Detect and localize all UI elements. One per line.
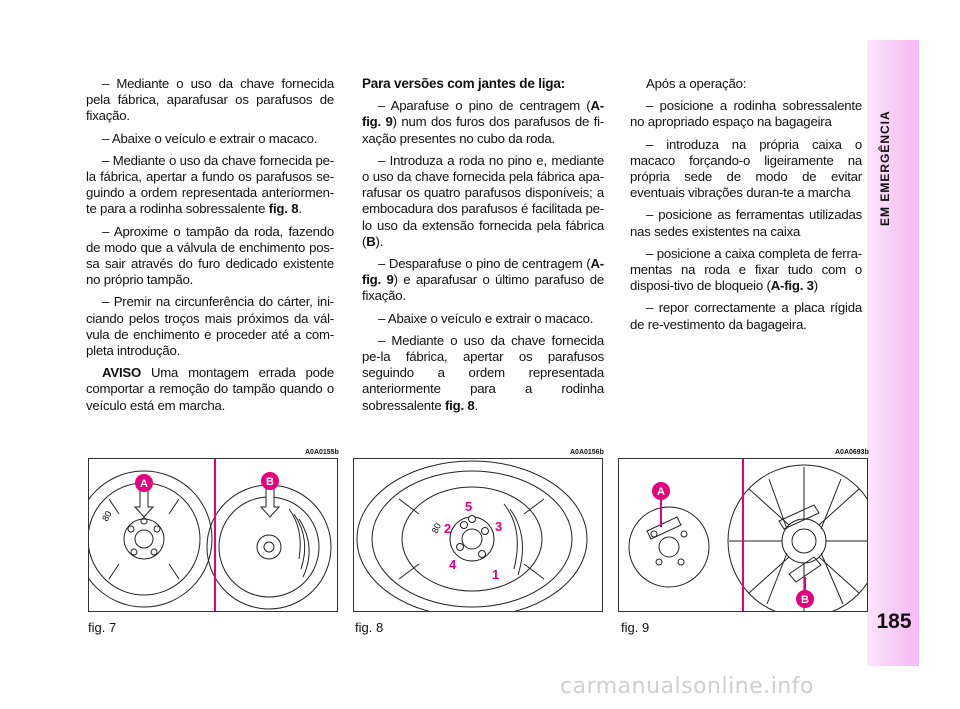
figure-8-illustration [354,459,602,611]
section-title: EM EMERGÊNCIA [878,110,892,226]
figure-caption: fig. 9 [621,620,650,635]
order-number: 2 [444,521,452,536]
paragraph: – Mediante o uso da chave fornecida pela fábrica, aparafusar os parafusos de fixação. [86,76,334,124]
paragraph: – Mediante o uso da chave fornecida pe-la fábrica, apertar os parafusos seguindo a ordem representada anteriormente para a rodinha sobressalente fig. 8. [362,332,604,413]
page-number: 185 [876,610,912,633]
figure-7 [88,458,338,612]
paragraph: – Desparafuse o pino de centragem (A-fig. 9) e aparafusar o último parafuso de fixação. [362,256,604,304]
paragraph: – posicione a rodinha sobressalente no apropriado espaço na bagageira [630,98,862,130]
paragraph: – Aproxime o tampão da roda, fazendo de modo que a válvula de enchimento pos-sa sair através do furo dedicado existente no próprio tampão. [86,223,334,288]
paragraph: – Abaixe o veículo e extrair o macaco. [378,310,594,326]
watermark: carmanualsonline.info [560,674,814,699]
figure-reference: fig. 8 [444,397,475,413]
arrow-icon [261,489,279,517]
figure-reference: A-fig. 9 [362,256,604,288]
figure-code: A0A0156b [570,449,604,456]
order-number: 1 [492,567,500,582]
wheel-text: 80 [429,521,444,535]
callout-b-label: B [801,594,809,606]
figure-caption: fig. 7 [88,620,117,635]
paragraph: – introduza na própria caixa o macaco forçando-o ligeiramente na própria sede de modo de evitar eventuais vibrações duran-te a marcha [630,136,862,201]
text-column-1 [86,76,334,420]
text-column-2 [362,76,604,420]
paragraph: Após a operação: [646,76,747,91]
figure-9 [618,458,868,612]
wheel-text: 80 [100,509,114,523]
section-heading: Para versões com jantes de liga: [362,76,565,91]
warning-label: AVISO [102,365,142,381]
figure-caption: fig. 8 [355,620,384,635]
figure-7-illustration [89,459,337,611]
paragraph: – Abaixe o veículo e extrair o macaco. [102,130,318,146]
order-number: 4 [449,557,457,572]
callout-b-label: B [266,476,274,488]
callout-reference: B [366,233,376,249]
figure-reference: A-fig. 9 [362,98,604,130]
order-number: 3 [495,519,503,534]
paragraph: – Mediante o uso da chave fornecida pe-la fábrica, apertar a fundo os parafusos se-guindo a ordem representada anteriormen-te para a rodinha sobressalente fig. 8. [86,152,334,217]
paragraph: – posicione as ferramentas utilizadas nas sedes existentes na caixa [630,207,862,239]
paragraph: – Aparafuse o pino de centragem (A-fig. 9) num dos furos dos parafusos de fi-xação presentes no cubo da roda. [362,98,604,146]
figure-reference: fig. 8 [268,201,299,217]
callout-a-label: A [140,478,148,490]
figure-code: A0A0155b [305,449,339,456]
text-column-3 [630,76,862,339]
figure-8 [353,458,603,612]
figure-9-illustration [619,459,867,611]
order-number: 5 [465,499,473,514]
callout-a-label: A [657,486,665,498]
arrow-icon [135,489,153,517]
paragraph: – repor correctamente a placa rígida de re-vestimento da bagageira. [630,300,862,332]
warning-paragraph: AVISO Uma montagem errada pode comportar a remoção do tampão quando o veículo está em marcha. [86,365,334,413]
figure-code: A0A0693b [835,449,869,456]
paragraph: – posicione a caixa completa de ferra-mentas na roda e fixar tudo com o disposi-tivo de bloqueio (A-fig. 3) [630,245,862,294]
paragraph: – Introduza a roda no pino e, mediante o uso da chave fornecida pela fábrica apa-rafusar os quatro parafusos disponíveis; a embocadura dos parafusos é facilitada pe-lo uso da extensão fornecida pela fábrica (B). [362,152,604,249]
figure-reference: A-fig. 3 [770,278,814,294]
paragraph: – Premir na circunferência do cárter, ini-ciando pelos troços mais próximos da vál-vula de enchimento e proceder até a com-pleta introdução. [86,294,334,359]
